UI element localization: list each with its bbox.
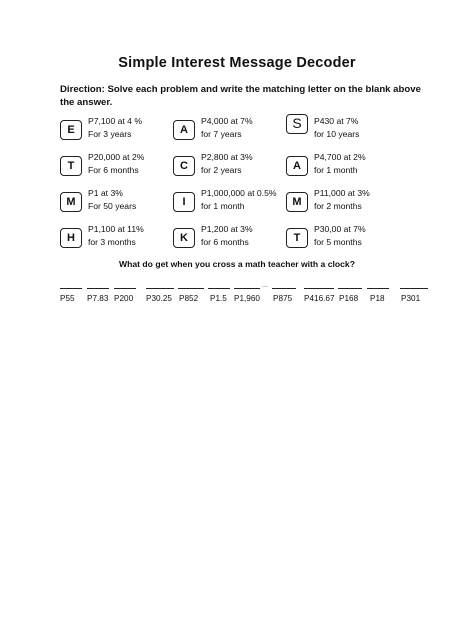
problem-card <box>286 150 401 182</box>
problem-time: for 2 months <box>314 201 362 211</box>
problem-principal-rate: P1,200 at 3% <box>201 224 253 234</box>
letter-box: C <box>173 156 195 176</box>
word-separator: ... <box>262 282 268 289</box>
problem-card <box>60 114 175 146</box>
answer-value: P852 <box>179 294 199 303</box>
problem-card <box>173 186 288 218</box>
letter-box: T <box>286 228 308 248</box>
letter-box: T <box>60 156 82 176</box>
answer-blank[interactable] <box>272 288 296 289</box>
answer-blank[interactable] <box>146 288 174 289</box>
problem-principal-rate: P7,100 at 4 % <box>88 116 142 126</box>
answer-value: P30.25 <box>146 294 172 303</box>
letter-box: A <box>173 120 195 140</box>
worksheet-title: Simple Interest Message Decoder <box>118 55 356 71</box>
letter-box: M <box>286 192 308 212</box>
problem-card <box>286 222 401 254</box>
answer-value: P18 <box>370 294 385 303</box>
problem-principal-rate: P4,700 at 2% <box>314 152 366 162</box>
answer-value: P875 <box>273 294 293 303</box>
problem-card <box>60 222 175 254</box>
problem-card <box>173 222 288 254</box>
problem-time: for 10 years <box>314 129 360 139</box>
answer-blank[interactable] <box>234 288 260 289</box>
letter-box: M <box>60 192 82 212</box>
answer-blank[interactable] <box>304 288 334 289</box>
problem-time: for 1 month <box>314 165 358 175</box>
answer-blank[interactable] <box>208 288 230 289</box>
problem-time: For 6 months <box>88 165 139 175</box>
problem-card <box>286 186 401 218</box>
problem-card <box>173 150 288 182</box>
answer-blank[interactable] <box>60 288 82 289</box>
problem-principal-rate: P4,000 at 7% <box>201 116 253 126</box>
problem-time: for 2 years <box>201 165 242 175</box>
answer-blank[interactable] <box>367 288 389 289</box>
letter-box: H <box>60 228 82 248</box>
problem-principal-rate: P2,800 at 3% <box>201 152 253 162</box>
problem-principal-rate: P1 at 3% <box>88 188 123 198</box>
problem-principal-rate: P20,000 at 2% <box>88 152 145 162</box>
problem-time: for 7 years <box>201 129 242 139</box>
answer-value: P416.67 <box>304 294 335 303</box>
direction-text: Direction: Solve each problem and write the matching letter on the blank above the answer. <box>60 84 421 108</box>
riddle-question: What do get when you cross a math teacher with a clock? <box>119 259 355 269</box>
answer-blank[interactable] <box>338 288 362 289</box>
answer-value: P200 <box>114 294 134 303</box>
problem-card <box>60 186 175 218</box>
answer-value: P55 <box>60 294 75 303</box>
letter-box: E <box>60 120 82 140</box>
answer-value: P1,960 <box>234 294 260 303</box>
letter-box: K <box>173 228 195 248</box>
problem-time: for 3 months <box>88 237 136 247</box>
answer-value: P7.83 <box>87 294 109 303</box>
problem-principal-rate: P11,000 at 3% <box>314 188 370 198</box>
answer-blank[interactable] <box>87 288 109 289</box>
problem-time: for 1 month <box>201 201 245 211</box>
answer-blank[interactable] <box>114 288 136 289</box>
answer-value: P1.5 <box>210 294 227 303</box>
answer-blank[interactable] <box>400 288 428 289</box>
answer-blank[interactable] <box>178 288 204 289</box>
problem-time: For 50 years <box>88 201 137 211</box>
problem-card <box>173 114 288 146</box>
problem-principal-rate: P1,000,000 at 0.5% <box>201 188 277 198</box>
problem-time: for 5 months <box>314 237 362 247</box>
problem-card <box>286 114 401 146</box>
problem-time: for 6 months <box>201 237 249 247</box>
problem-card <box>60 150 175 182</box>
problem-principal-rate: P1,100 at 11% <box>88 224 144 234</box>
letter-box: I <box>173 192 195 212</box>
problem-principal-rate: P430 at 7% <box>314 116 359 126</box>
answer-value: P301 <box>401 294 421 303</box>
letter-box: S <box>286 114 308 134</box>
answer-value: P168 <box>339 294 359 303</box>
problem-time: For 3 years <box>88 129 132 139</box>
problem-principal-rate: P30,00 at 7% <box>314 224 366 234</box>
letter-box: A <box>286 156 308 176</box>
